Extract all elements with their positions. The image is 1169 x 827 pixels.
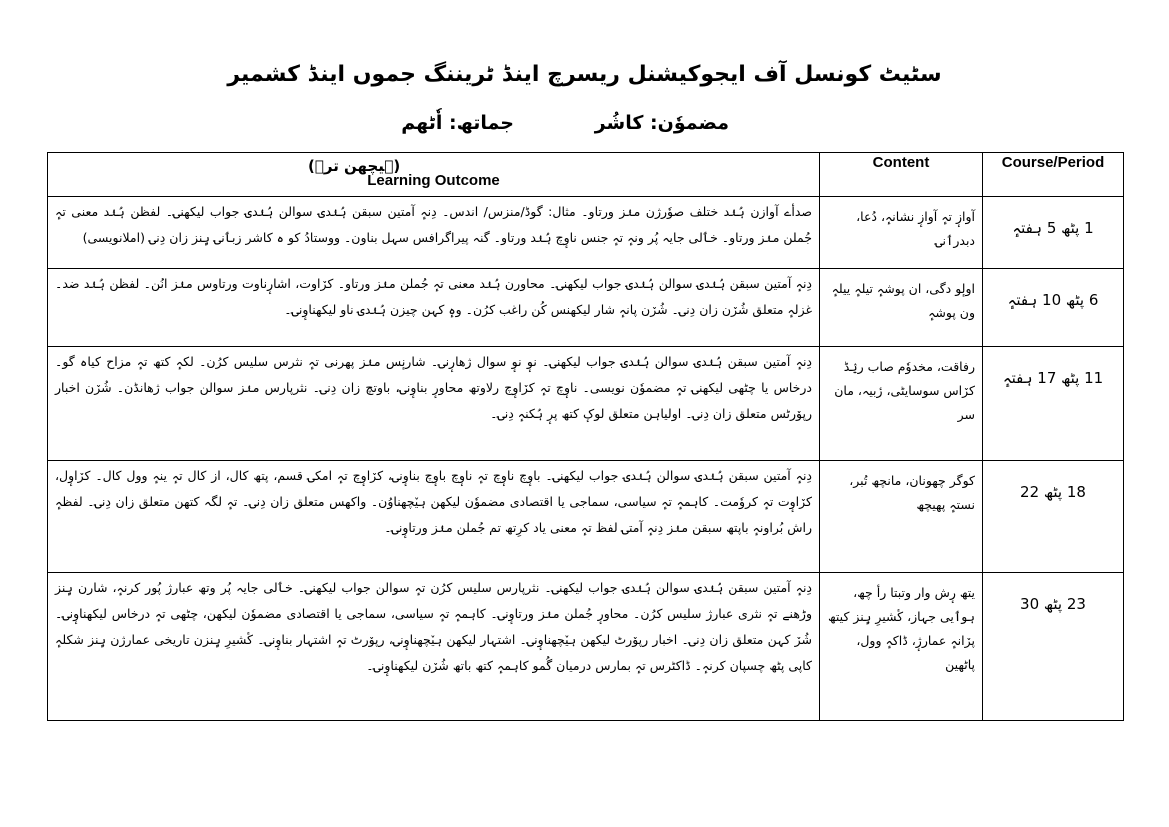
row-outcome: صدأے آوازن ہُنٛد ختلف صوٗرژن منٛز ورتاو۔ مثال: گوڈ/منزس/ اندس۔ دِنہٕ آمتین سبقن ہُنٛدۍ سوالن ہُنٛدۍ جواب لیکھنۍ۔ لفظن ہُنٛد معنی تہٕ جُملن منٛز ورتاو۔ خٲلی جایہ پُر ونہٕ تہٕ جنس ناوٕچ ہُنٛد ورتاو۔ گنہ پیراگرافس سہل بناون۔ ووستادُ کو ہ کاشر زبٲنۍ ہٕنز زان دِنۍ (املانویسی) <box>48 197 820 269</box>
table-row <box>48 197 1124 269</box>
row-course: 11 پٹھ 17 ہفتہٕ <box>983 347 1124 461</box>
learning-outcome-header-urdu: (ہیچھن ترٛ) <box>308 157 401 175</box>
row-course: 23 پٹھ 30 <box>983 573 1124 721</box>
row-course: 6 پٹھ 10 ہفتہٕ <box>983 269 1124 347</box>
row-outcome: دِنہٕ آمتین سبقن ہُنٛدۍ سوالن ہُنٛدۍ جواب لیکھنۍ۔ باوٕچ ناوٕچ تہٕ ناوٕچ باوٕچ بناوٕنۍ، کرٚاوٕچ تہٕ امکۍ قسم، پتھ کال، از کال تہٕ ینہٕ وول کال۔ کرٚاوٕل، کرٚاوٕت تہٕ کروٗمت۔ کاہمہٕ تہٕ سیاسی، سماجی یا اقتصادی مضموٗن لیکھن ہیٚچھناوُن۔ واکھس متعلق زان دِنۍ۔ تہٕ لگہ کتھن متعلق زان دِنۍ۔ لفظہٕ راش بُراونہٕ باپتھ سبقن منٛز دِنہٕ آمتۍ لفظ تہٕ معنی یاد کرِتھ تم جُملن منٛز ورتاوٕنۍ۔ <box>48 461 820 573</box>
learning-outcome-header-english: Learning Outcome <box>367 172 500 189</box>
row-outcome: دِنہٕ آمتین سبقن ہُنٛدۍ سوالن ہُنٛدۍ جواب لیکھنۍ۔ محاورن ہُنٛد معنی تہٕ جُملن منٛز ورتاو۔ کرٚاوت، اشارٕناوت ورتاوس منٛز انُن۔ لفظن ہُنٛد ضد۔ غزلہٕ متعلق شُرٚن زان دِنۍ۔ شُرٚن پانہٕ شار لیکھنس کُن راغب کرُن۔ وہٕ کہن چیزن ہُنٛدۍ ناو لیکھناوٕنۍ۔ <box>48 269 820 347</box>
row-content: یتھ رٕش وار وتبتا رأ چھ، ہوٲیی جہاز، کٔشیرِ ہٕنز کیتھ پرٚانہٕ عمارژٕ، ڈاکہٕ وول، پاٹھین <box>820 573 983 721</box>
subject-label: مضموٗن: کاشُر <box>594 112 729 134</box>
row-content: رفاقت، مخدوٗم صاب ریٛڈ کرٚاس سوسایٹی، رٔبیہ، مان سر <box>820 347 983 461</box>
curriculum-table <box>47 152 1124 721</box>
course-period-header: Course/Period <box>983 153 1124 197</box>
table-row <box>48 269 1124 347</box>
row-content: آوازٕ تہٕ آوازٕ نشانہٕ، دُعا، دبدرٲنۍ <box>820 197 983 269</box>
table-row <box>48 573 1124 721</box>
row-outcome: دِنہٕ آمتین سبقن ہُنٛدۍ سوالن ہُنٛدۍ جواب لیکھنۍ۔ نوٕ نوٕ سوال ژھارٕنۍ۔ شارنٕس منٛز پھرنی تہٕ نثرس سلیس کرُن۔ لکہٕ کتھ تہٕ مزاح کیاہ گو۔ درخاس یا چٹھی لیکھنۍ تہٕ مضموٗن نویسی۔ ناوٕچ تہٕ کرٚاوٕچ رلاوتھ محاورٕ بناوٕنۍ، باوتچ زان دِنۍ۔ نثرپارس منٛز سوالن جواب ژھانڈن۔ شُرٚن اخبار رپوٚرٹس متعلق زان دِنۍ۔ اولیاہن متعلق لوکٕ کتھ پرٕ ہُکنہٕ دِنۍ۔ <box>48 347 820 461</box>
row-outcome: دِنہٕ آمتین سبقن ہُنٛدۍ سوالن ہُنٛدۍ جواب لیکھنۍ۔ نثرپارس سلیس کرُن تہٕ سوالن جواب لیکھنۍ۔ خٲلی جایہ پُر وتھ عبارژ پُور کرنہٕ، شارن ہٕنز وڑھنے تہٕ نثری عبارژ سلیس کرُن۔ محاورٕ جُملن منٛز ورتاوٕنۍ۔ کاہمہٕ تہٕ سیاسی، سماجی یا اقتصادی مضموٗن لیکھن، چٹھی تہٕ درخاس لیکھناوٕنۍ۔ شُرٚ کہن متعلق زان دِنۍ۔ اخبار رپوٚرٹ لیکھن ہیٚچھناوٕنۍ۔ اشتہار لیکھن ہیٚچھناوٕنۍ، رپوٚرٹ تہٕ اشتہار بناوٕنۍ۔ کٔشیرِ ہٕنزن تاریخی عمارژن ہٕنز شکلہٕ کاپی پٹھ چسپان کرنہٕ۔ ڈاکٹرس تہٕ بمارس درمیان گُمو کاہمہٕ کتھ باتھ شُرٚن لیکھناوٕنۍ۔ <box>48 573 820 721</box>
table-row <box>48 347 1124 461</box>
subtitle-row <box>0 112 1169 144</box>
class-label: جماتھ: اٗٹھم <box>401 112 514 134</box>
page-title: سٹیٹ کونسل آف ایجوکیشنل ریسرچ اینڈ ٹریننگ جموں اینڈ کشمیر <box>227 62 942 87</box>
learning-outcome-header <box>48 153 820 197</box>
row-course: 18 پٹھ 22 <box>983 461 1124 573</box>
row-course: 1 پٹھ 5 ہفتہٕ <box>983 197 1124 269</box>
row-content: اولٕو دگی، ان پوشہٕ تیلہٕ ییلہٕ ون پوشہٕ <box>820 269 983 347</box>
content-header: Content <box>820 153 983 197</box>
table-row <box>48 461 1124 573</box>
row-content: کوگر چھونان، مانچھ تُبر، نستہٕ پھیچھ <box>820 461 983 573</box>
table-header-row <box>48 153 1124 197</box>
